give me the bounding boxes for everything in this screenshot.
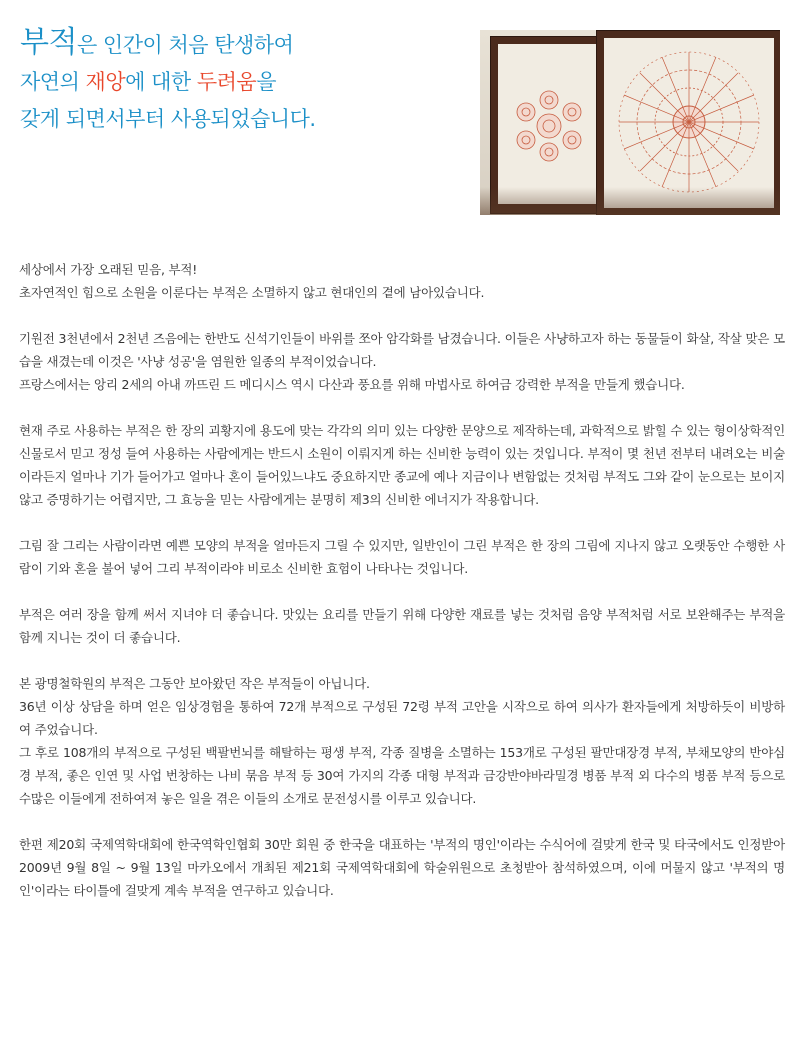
left-motif-cluster	[517, 91, 581, 161]
headline-line-1	[20, 24, 460, 64]
paragraph-history	[19, 327, 785, 396]
paragraph-current-use	[19, 419, 785, 511]
paragraph-intro	[19, 258, 785, 304]
paragraph-line: 현재 주로 사용하는 부적은 한 장의 괴황지에 용도에 맞는 각각의 의미 있는 다양한 문양으로 제작하는데, 과학적으로 밝힐 수 있는 형이상학적인 신물로서 믿고 정성 들여 사용하는 사람에게는 반드시 소원이 이뤄지게 하는 신비한 능력이 있는 것입니다. 부적이 몇 천년 전부터 내려오는 비술이라든지 얼마나 기가 들어가고 얼마나 혼이 들어있느냐도 중요하지만 종교에 예나 지금이나 변함없는 것처럼 부적도 그와 같이 눈으로는 보이지 않고 증명하기는 어렵지만, 그 효능을 믿는 사람에게는 분명히 제3의 신비한 에너지가 작용합니다.	[19, 423, 785, 507]
paragraph-line: 프랑스에서는 앙리 2세의 아내 까뜨린 드 메디시스 역시 다산과 풍요를 위해 마법사로 하여금 강력한 부적을 만들게 했습니다.	[19, 377, 685, 392]
paragraph-drawing	[19, 534, 785, 580]
headline-text: 자연의	[20, 70, 86, 94]
paragraph-line: 한편 제20회 국제역학대회에 한국역학인협회 30만 회원 중 한국을 대표하는 '부적의 명인'이라는 수식어에 걸맞게 한국 및 타국에서도 인정받아 2009년 9월 8일 ~ 9월 13일 마카오에서 개최된 제21회 국제역학대회에 학술위원으로 초청받아 참석하였으며, 이에 머물지 않고 '부적의 명인'이라는 타이틀에 걸맞게 계속 부적을 연구하고 있습니다.	[19, 837, 785, 898]
paragraph-line: 36년 이상 상담을 하며 얻은 임상경험을 통하여 72개 부적으로 구성된 72령 부적 고안을 시작으로 하여 의사가 환자들에게 처방하듯이 비방하여 주었습니다.	[19, 699, 785, 737]
paragraph-line: 본 광명철학원의 부적은 그동안 보아왔던 작은 부적들이 아닙니다.	[19, 676, 370, 691]
headline-accent-disaster: 재앙	[85, 70, 126, 94]
paragraph-line: 부적은 여러 장을 함께 써서 지녀야 더 좋습니다. 맛있는 요리를 만들기 위해 다양한 재료를 넣는 것처럼 음양 부적처럼 서로 보완해주는 부적을 함께 지니는 것이 더 좋습니다.	[19, 607, 785, 645]
paragraph-line: 그림 잘 그리는 사람이라면 예쁜 모양의 부적을 얼마든지 그릴 수 있지만, 일반인이 그린 부적은 한 장의 그림에 지나지 않고 오랫동안 수행한 사람이 기와 혼을 불어 넣어 그리 부적이라야 비로소 신비한 효험이 나타나는 것입니다.	[19, 538, 785, 576]
header	[0, 0, 810, 230]
headline	[20, 24, 460, 138]
right-mandala	[619, 52, 759, 192]
headline-text: 은 인간이 처음 탄생하여	[76, 33, 294, 57]
paragraph-multiple	[19, 603, 785, 649]
talisman-framed-artwork-image	[480, 30, 780, 215]
article-body	[19, 258, 785, 925]
paragraph-line: 세상에서 가장 오래된 믿음, 부적!	[19, 262, 198, 277]
headline-accent-fear: 두려움	[196, 70, 257, 94]
photo-floor-shadow	[480, 187, 780, 215]
headline-line-2	[20, 64, 460, 101]
headline-text: 을	[256, 70, 276, 94]
paragraph-line: 그 후로 108개의 부적으로 구성된 백팔번뇌를 해탈하는 평생 부적, 각종 질병을 소멸하는 153개로 구성된 팔만대장경 부적, 부채모양의 반야심경 부적, 좋은 인연 및 사업 번창하는 나비 묶음 부적 등 30여 가지의 각종 대형 부적과 금강반야바라밀경 병품 부적 외 다수의 병품 부적 등으로 수많은 이들에게 전하여져 놓은 일을 겪은 이들의 소개로 문전성시를 이루고 있습니다.	[19, 745, 785, 806]
paragraph-award	[19, 833, 785, 902]
paragraph-institute	[19, 672, 785, 810]
headline-text: 에 대한	[125, 70, 197, 94]
headline-line-3: 갖게 되면서부터 사용되었습니다.	[20, 107, 316, 131]
headline-keyword: 부적	[20, 25, 77, 60]
paragraph-line: 기원전 3천년에서 2천년 즈음에는 한반도 신석기인들이 바위를 쪼아 암각화를 남겼습니다. 이들은 사냥하고자 하는 동물들이 화살, 작살 맞은 모습을 새겼는데 이것은 '사냥 성공'을 염원한 일종의 부적이었습니다.	[19, 331, 785, 369]
paragraph-line: 초자연적인 힘으로 소원을 이룬다는 부적은 소멸하지 않고 현대인의 곁에 남아있습니다.	[19, 285, 485, 300]
